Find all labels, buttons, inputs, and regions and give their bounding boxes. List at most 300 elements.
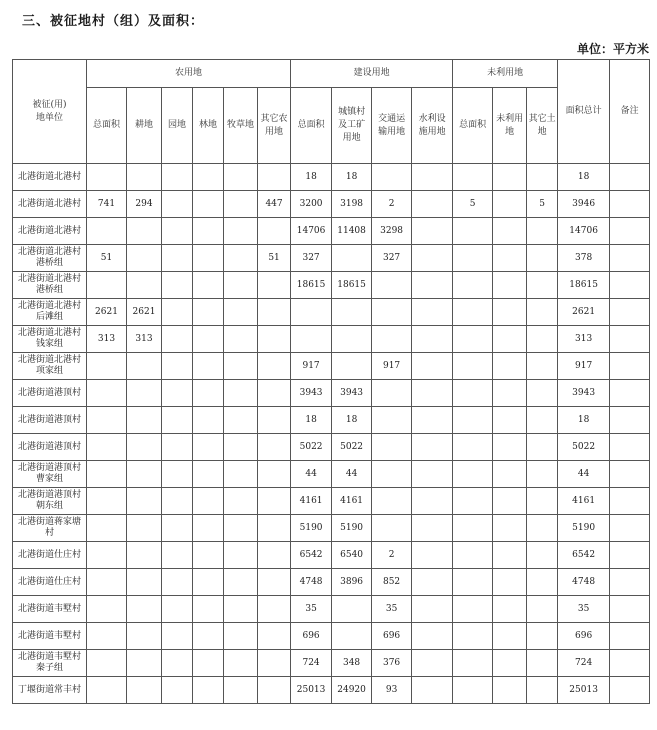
cell-unit-name: 北港街道北港村钱家组	[13, 326, 87, 353]
cell-value	[258, 677, 291, 704]
cell-value	[493, 569, 527, 596]
cell-unit-name: 北港街道北港村	[13, 218, 87, 245]
cell-value	[493, 326, 527, 353]
cell-value: 11408	[332, 218, 372, 245]
cell-value	[224, 245, 258, 272]
cell-value	[412, 218, 453, 245]
cell-unit-name: 北港街道港顶村	[13, 407, 87, 434]
cell-value	[193, 245, 224, 272]
cell-value	[224, 299, 258, 326]
cell-value	[258, 353, 291, 380]
cell-value: 44	[291, 461, 332, 488]
cell-value	[493, 299, 527, 326]
table-row	[13, 569, 650, 596]
cell-value	[527, 461, 558, 488]
cell-value	[258, 434, 291, 461]
cell-value: 3198	[332, 191, 372, 218]
cell-value	[527, 299, 558, 326]
cell-value	[291, 299, 332, 326]
cell-value	[127, 542, 162, 569]
cell-value	[412, 164, 453, 191]
cell-value: 18	[291, 407, 332, 434]
table-row	[13, 407, 650, 434]
header-build-town: 城镇村 及工矿 用地	[332, 88, 372, 164]
cell-value	[162, 677, 193, 704]
cell-value	[193, 623, 224, 650]
cell-unit-name: 北港街道北港村港桥组	[13, 272, 87, 299]
cell-value	[224, 164, 258, 191]
cell-value	[193, 407, 224, 434]
cell-value	[412, 596, 453, 623]
cell-unit-name: 北港街道韦墅村	[13, 623, 87, 650]
cell-value: 696	[372, 623, 412, 650]
cell-value: 2621	[127, 299, 162, 326]
cell-value	[87, 569, 127, 596]
cell-unit-name: 北港街道港顶村曹家组	[13, 461, 87, 488]
cell-value: 18	[558, 407, 610, 434]
cell-unit-name: 北港街道港顶村朝东组	[13, 488, 87, 515]
cell-value	[87, 488, 127, 515]
table-row	[13, 245, 650, 272]
cell-unit-name: 北港街道北港村项家组	[13, 353, 87, 380]
cell-value: 5022	[291, 434, 332, 461]
cell-value	[493, 488, 527, 515]
cell-value	[258, 542, 291, 569]
cell-value	[527, 677, 558, 704]
table-row	[13, 272, 650, 299]
cell-value	[162, 407, 193, 434]
cell-value	[453, 515, 493, 542]
cell-value	[224, 191, 258, 218]
cell-value	[162, 326, 193, 353]
cell-value: 5190	[558, 515, 610, 542]
cell-value	[412, 569, 453, 596]
header-total-area: 面积总计	[558, 60, 610, 164]
cell-value	[193, 218, 224, 245]
cell-value	[258, 407, 291, 434]
cell-value	[453, 650, 493, 677]
cell-value	[127, 380, 162, 407]
cell-value	[412, 677, 453, 704]
cell-value	[193, 272, 224, 299]
cell-value	[224, 461, 258, 488]
cell-value	[258, 461, 291, 488]
header-construction-land: 建设用地	[291, 60, 453, 88]
cell-value	[258, 569, 291, 596]
cell-value	[453, 542, 493, 569]
cell-value: 25013	[558, 677, 610, 704]
cell-value	[193, 542, 224, 569]
unit-label: 单位：平方米	[576, 42, 649, 56]
cell-value	[127, 623, 162, 650]
cell-value	[610, 677, 650, 704]
table-row	[13, 164, 650, 191]
cell-value	[610, 191, 650, 218]
table-row	[13, 488, 650, 515]
header-agri-forest: 林地	[193, 88, 224, 164]
cell-value	[493, 407, 527, 434]
cell-value	[610, 272, 650, 299]
cell-value	[610, 407, 650, 434]
cell-value	[527, 326, 558, 353]
cell-value: 724	[558, 650, 610, 677]
cell-value: 6540	[332, 542, 372, 569]
cell-value	[372, 299, 412, 326]
cell-value	[372, 380, 412, 407]
table-row	[13, 461, 650, 488]
cell-value: 3943	[558, 380, 610, 407]
cell-value	[193, 569, 224, 596]
cell-value	[224, 272, 258, 299]
cell-value	[453, 407, 493, 434]
cell-value	[87, 218, 127, 245]
cell-value	[258, 380, 291, 407]
cell-value: 4161	[558, 488, 610, 515]
cell-value: 44	[332, 461, 372, 488]
cell-value: 294	[127, 191, 162, 218]
cell-value: 2621	[87, 299, 127, 326]
cell-value	[412, 353, 453, 380]
cell-value	[493, 542, 527, 569]
cell-value	[87, 542, 127, 569]
cell-value	[453, 677, 493, 704]
cell-value	[258, 488, 291, 515]
cell-value	[224, 623, 258, 650]
cell-value	[610, 218, 650, 245]
cell-value	[193, 299, 224, 326]
cell-value: 5022	[332, 434, 372, 461]
cell-value	[493, 245, 527, 272]
cell-value	[493, 191, 527, 218]
cell-value	[610, 245, 650, 272]
cell-value	[193, 515, 224, 542]
cell-value: 313	[127, 326, 162, 353]
cell-value: 6542	[291, 542, 332, 569]
cell-value	[372, 434, 412, 461]
cell-value	[87, 623, 127, 650]
cell-value	[412, 191, 453, 218]
cell-value: 327	[291, 245, 332, 272]
cell-value	[127, 677, 162, 704]
cell-unit-name: 北港街道北港村	[13, 164, 87, 191]
cell-value	[610, 542, 650, 569]
cell-value	[610, 353, 650, 380]
header-unit: 被征(用) 地单位	[13, 60, 87, 164]
cell-value	[527, 434, 558, 461]
cell-value: 18615	[291, 272, 332, 299]
cell-value: 4161	[291, 488, 332, 515]
cell-unit-name: 北港街道仕庄村	[13, 569, 87, 596]
cell-value	[162, 596, 193, 623]
land-area-table	[12, 59, 650, 704]
cell-value	[412, 434, 453, 461]
cell-value: 724	[291, 650, 332, 677]
table-row	[13, 326, 650, 353]
cell-value: 348	[332, 650, 372, 677]
cell-value	[493, 677, 527, 704]
cell-value	[127, 434, 162, 461]
cell-unit-name: 北港街道韦墅村秦子组	[13, 650, 87, 677]
cell-value	[610, 299, 650, 326]
header-agri-pasture: 牧草地	[224, 88, 258, 164]
cell-value	[193, 650, 224, 677]
cell-value	[527, 218, 558, 245]
cell-value	[87, 596, 127, 623]
section-title: 三、被征地村（组）及面积：	[22, 14, 205, 29]
cell-value: 3896	[332, 569, 372, 596]
cell-value	[127, 596, 162, 623]
table-row	[13, 542, 650, 569]
table-row	[13, 677, 650, 704]
cell-value: 327	[372, 245, 412, 272]
header-agri-other: 其它农 用地	[258, 88, 291, 164]
cell-value	[453, 569, 493, 596]
cell-value	[610, 515, 650, 542]
cell-value	[412, 299, 453, 326]
cell-value: 24920	[332, 677, 372, 704]
cell-value: 4161	[332, 488, 372, 515]
cell-value: 14706	[291, 218, 332, 245]
table-row	[13, 218, 650, 245]
cell-value	[127, 245, 162, 272]
header-agri-garden: 园地	[162, 88, 193, 164]
cell-value	[453, 596, 493, 623]
cell-value	[412, 488, 453, 515]
cell-value	[224, 542, 258, 569]
cell-value	[493, 218, 527, 245]
table-row	[13, 623, 650, 650]
cell-value: 14706	[558, 218, 610, 245]
cell-value	[372, 407, 412, 434]
cell-value	[453, 245, 493, 272]
cell-value	[412, 380, 453, 407]
cell-value	[127, 650, 162, 677]
cell-value	[493, 596, 527, 623]
cell-value	[412, 515, 453, 542]
cell-value	[453, 461, 493, 488]
cell-value	[412, 461, 453, 488]
cell-value: 4748	[558, 569, 610, 596]
cell-value	[87, 677, 127, 704]
cell-unit-name: 北港街道韦墅村	[13, 596, 87, 623]
cell-value: 18615	[558, 272, 610, 299]
header-agricultural-land: 农用地	[87, 60, 291, 88]
cell-value: 2	[372, 191, 412, 218]
cell-value	[453, 488, 493, 515]
cell-value	[224, 353, 258, 380]
cell-value	[224, 650, 258, 677]
cell-value	[527, 272, 558, 299]
cell-value: 696	[291, 623, 332, 650]
cell-value	[258, 515, 291, 542]
cell-value	[87, 380, 127, 407]
cell-value: 5022	[558, 434, 610, 461]
cell-value	[258, 326, 291, 353]
table-row	[13, 434, 650, 461]
cell-value	[127, 218, 162, 245]
cell-value	[453, 218, 493, 245]
cell-value	[127, 272, 162, 299]
cell-value	[224, 434, 258, 461]
header-remark: 备注	[610, 60, 650, 164]
header-unused-unused: 未利用 地	[493, 88, 527, 164]
cell-value	[412, 245, 453, 272]
cell-value	[224, 596, 258, 623]
cell-value	[453, 353, 493, 380]
cell-value: 51	[258, 245, 291, 272]
cell-value: 313	[87, 326, 127, 353]
cell-value	[87, 434, 127, 461]
cell-value	[610, 326, 650, 353]
cell-value	[162, 623, 193, 650]
cell-value	[162, 299, 193, 326]
cell-value	[224, 407, 258, 434]
header-build-water: 水利设 施用地	[412, 88, 453, 164]
cell-value	[372, 461, 412, 488]
cell-value: 5	[527, 191, 558, 218]
cell-value	[527, 650, 558, 677]
cell-value: 51	[87, 245, 127, 272]
table-row	[13, 596, 650, 623]
cell-value	[332, 353, 372, 380]
cell-value	[332, 299, 372, 326]
cell-value	[224, 515, 258, 542]
cell-value: 3943	[332, 380, 372, 407]
cell-value: 378	[558, 245, 610, 272]
cell-value	[453, 326, 493, 353]
cell-value: 696	[558, 623, 610, 650]
cell-value	[224, 677, 258, 704]
header-build-total: 总面积	[291, 88, 332, 164]
cell-value: 35	[372, 596, 412, 623]
cell-value: 2621	[558, 299, 610, 326]
cell-value: 18	[558, 164, 610, 191]
cell-value: 917	[372, 353, 412, 380]
cell-unit-name: 北港街道蒋家塘村	[13, 515, 87, 542]
cell-value: 3298	[372, 218, 412, 245]
cell-value: 6542	[558, 542, 610, 569]
cell-value	[453, 164, 493, 191]
cell-value: 376	[372, 650, 412, 677]
cell-value	[527, 515, 558, 542]
cell-value	[493, 380, 527, 407]
cell-value	[453, 299, 493, 326]
cell-value	[332, 623, 372, 650]
cell-value	[372, 488, 412, 515]
cell-value	[87, 461, 127, 488]
cell-value	[527, 542, 558, 569]
cell-value	[193, 353, 224, 380]
cell-value	[412, 650, 453, 677]
cell-value	[127, 569, 162, 596]
cell-value	[493, 272, 527, 299]
cell-value	[610, 434, 650, 461]
cell-value	[162, 650, 193, 677]
table-row	[13, 191, 650, 218]
cell-value	[162, 569, 193, 596]
cell-value: 93	[372, 677, 412, 704]
cell-value	[610, 650, 650, 677]
cell-value	[493, 650, 527, 677]
cell-value	[372, 326, 412, 353]
cell-value	[162, 434, 193, 461]
cell-value: 18	[291, 164, 332, 191]
cell-value	[224, 218, 258, 245]
cell-value	[162, 488, 193, 515]
cell-value	[493, 623, 527, 650]
cell-value	[193, 164, 224, 191]
cell-unit-name: 北港街道北港村	[13, 191, 87, 218]
cell-value	[527, 164, 558, 191]
cell-value: 3200	[291, 191, 332, 218]
cell-value	[527, 596, 558, 623]
cell-value: 3943	[291, 380, 332, 407]
cell-value	[87, 164, 127, 191]
cell-value	[332, 596, 372, 623]
cell-value	[193, 380, 224, 407]
cell-value	[453, 272, 493, 299]
cell-value	[493, 461, 527, 488]
cell-value: 35	[558, 596, 610, 623]
table-row	[13, 650, 650, 677]
header-agri-farmland: 耕地	[127, 88, 162, 164]
cell-unit-name: 北港街道港顶村	[13, 434, 87, 461]
cell-value	[493, 515, 527, 542]
cell-value	[87, 650, 127, 677]
cell-value	[127, 515, 162, 542]
cell-value	[87, 407, 127, 434]
cell-value	[412, 272, 453, 299]
cell-value	[162, 461, 193, 488]
cell-value: 25013	[291, 677, 332, 704]
cell-value	[527, 353, 558, 380]
cell-value: 313	[558, 326, 610, 353]
cell-value: 44	[558, 461, 610, 488]
cell-value	[193, 461, 224, 488]
cell-value	[162, 542, 193, 569]
cell-value	[610, 623, 650, 650]
cell-unit-name: 丁堰街道常丰村	[13, 677, 87, 704]
cell-value: 741	[87, 191, 127, 218]
cell-value	[332, 326, 372, 353]
cell-value	[412, 623, 453, 650]
cell-value: 917	[291, 353, 332, 380]
cell-value	[224, 326, 258, 353]
cell-value	[453, 380, 493, 407]
cell-value	[258, 164, 291, 191]
cell-value	[127, 488, 162, 515]
cell-unit-name: 北港街道仕庄村	[13, 542, 87, 569]
cell-value	[224, 488, 258, 515]
cell-value	[224, 569, 258, 596]
cell-value	[258, 218, 291, 245]
cell-value	[527, 569, 558, 596]
cell-value	[372, 515, 412, 542]
cell-value	[610, 380, 650, 407]
cell-value	[610, 569, 650, 596]
cell-value	[610, 164, 650, 191]
cell-unit-name: 北港街道北港村后滩组	[13, 299, 87, 326]
cell-unit-name: 北港街道港顶村	[13, 380, 87, 407]
cell-value	[162, 380, 193, 407]
cell-value	[162, 191, 193, 218]
cell-value	[258, 299, 291, 326]
table-row	[13, 299, 650, 326]
table-row	[13, 353, 650, 380]
cell-value	[291, 326, 332, 353]
cell-value	[162, 218, 193, 245]
cell-value: 35	[291, 596, 332, 623]
